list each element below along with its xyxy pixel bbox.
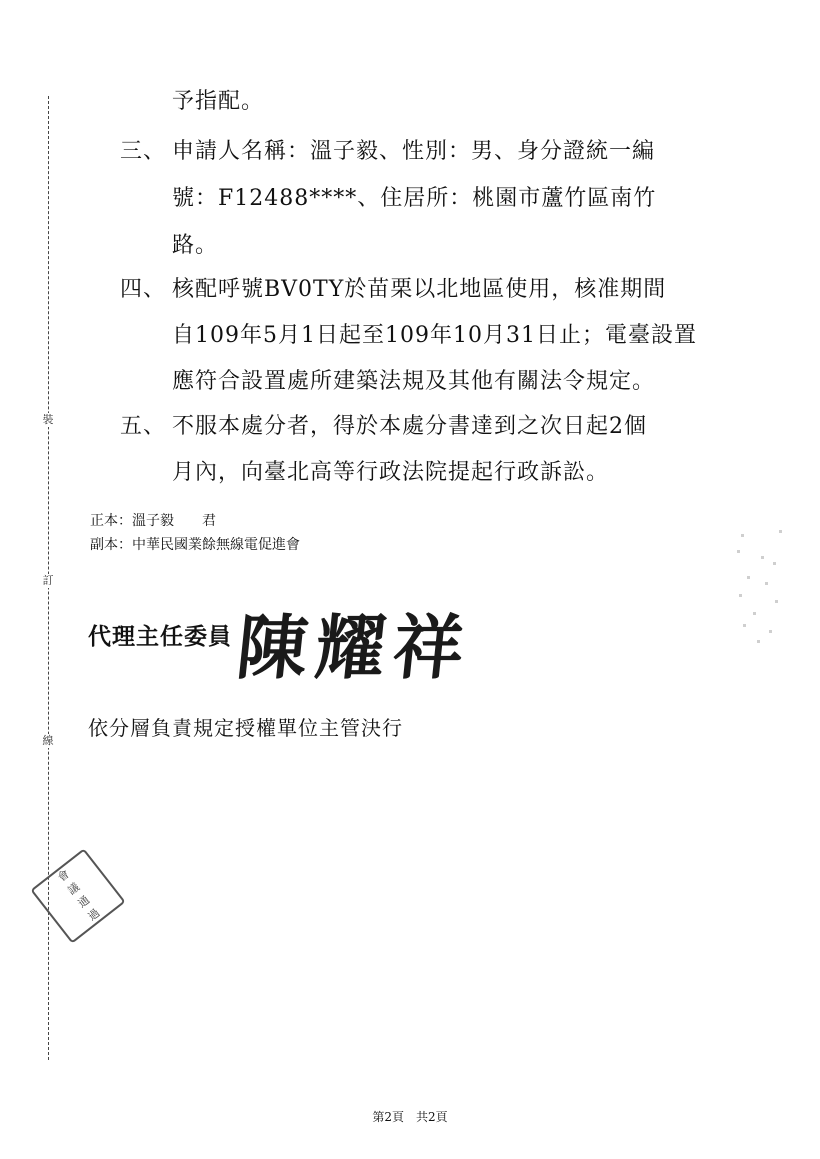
original-value: 溫子毅 君 [132, 513, 216, 529]
item-line: 月內，向臺北高等行政法院提起行政訴訟。 [172, 460, 610, 485]
item-line: 應符合設置處所建築法規及其他有關法令規定。 [172, 369, 656, 394]
item-line: 路。 [172, 233, 219, 258]
signature-title: 代理主任委員 [88, 623, 232, 650]
original-label: 正本： [90, 513, 132, 529]
official-stamp [30, 848, 125, 943]
item-line: 號：F12488****、住居所：桃園市蘆竹區南竹 [172, 186, 657, 211]
page-number: 第2頁 [372, 1110, 404, 1124]
original-recipient [90, 510, 216, 532]
item-line: 核配呼號BV0TY於苗栗以北地區使用，核准期間 [172, 277, 667, 302]
binding-char-3: 線 [42, 734, 54, 747]
signature-name: 陳耀祥 [233, 606, 476, 689]
binding-char-1: 裝 [42, 413, 54, 426]
copy-recipient [90, 534, 300, 556]
item-number: 四、 [120, 277, 167, 302]
item-number: 五、 [120, 414, 167, 439]
stamp-text: 會 議 通 過 [54, 867, 103, 924]
scan-noise [735, 528, 785, 648]
copy-label: 副本： [90, 537, 132, 553]
item-line: 不服本處分者，得於本處分書達到之次日起2個 [172, 414, 647, 439]
item-line: 申請人名稱：溫子毅、性別：男、身分證統一編 [172, 139, 656, 164]
item-line: 自109年5月1日起至109年10月31日止；電臺設置 [172, 323, 697, 348]
binding-char-2: 訂 [42, 574, 54, 587]
item-line: 予指配。 [172, 89, 265, 114]
page-total: 共2頁 [416, 1110, 448, 1124]
delegation-note: 依分層負責規定授權單位主管決行 [88, 716, 403, 740]
page-footer [0, 1108, 820, 1125]
item-number: 三、 [120, 139, 167, 164]
copy-value: 中華民國業餘無線電促進會 [132, 537, 300, 553]
